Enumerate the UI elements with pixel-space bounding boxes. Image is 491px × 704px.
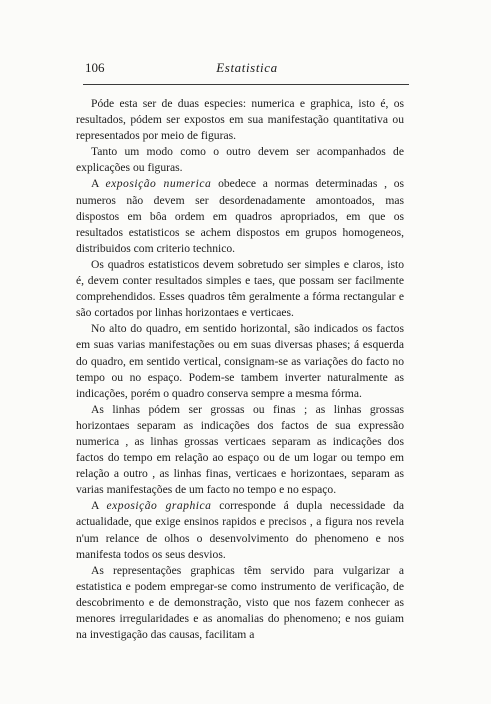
body-text bbox=[76, 96, 404, 643]
paragraph-lead: A bbox=[91, 177, 106, 191]
paragraph bbox=[76, 498, 404, 562]
paragraph: Tanto um modo como o outro devem ser acompanhados de explicações ou figuras. bbox=[76, 145, 404, 175]
paragraph: No alto do quadro, em sentido horizontal, são indicados os factos em suas varias manifestações ou em suas diversas phases; á esquerda do quadro, em sentido vertical, consignam-se as variações do facto no tempo ou no espaço. Podem-se tambem inverter naturalmente as indicações, porém o quadro conserva sempre a mesma fórma. bbox=[76, 322, 404, 400]
emphasized-term: exposição numerica bbox=[105, 177, 212, 191]
paragraph-lead: A bbox=[91, 499, 107, 513]
paragraph-rest: obedece a normas determinadas , os numeros não devem ser desordenadamente amontoados, mas dispostos em bôa ordem em quadros apropriados, em que os resultados estatisticos se achem dispostos em grupos homogeneos, distribuidos com criterio technico. bbox=[76, 177, 405, 255]
paragraph: Póde esta ser de duas especies: numerica e graphica, isto é, os resultados, pódem ser expostos em sua manifestação quantitativa ou representados por meio de figuras. bbox=[76, 97, 404, 143]
paragraph: Os quadros estatisticos devem sobretudo ser simples e claros, isto é, devem conter resultados simples e taes, que possam ser facilmente comprehendidos. Esses quadros têm geralmente a fórma rectangular e são cortados por linhas horizontaes e verticaes. bbox=[76, 257, 404, 320]
page-header bbox=[85, 58, 409, 78]
paragraph bbox=[76, 176, 404, 256]
paragraph: As representações graphicas têm servido para vulgarizar a estatistica e podem empregar-se como instrumento de verificação, de descobrimento e de demonstração, visto que nos fazem conhecer as menores irregularidades e as anomalias do phenomeno; e nos guiam na investigação das causas, facilitam a bbox=[76, 563, 404, 642]
paragraph: As linhas pódem ser grossas ou finas ; as linhas grossas horizontaes separam as indicações dos factos de sua expressão numerica , as linhas grossas verticaes separam as indicações dos factos do tempo em relação ao espaço ou de um logar ou tempo em relação a outro , as linhas finas, verticaes e horizontaes, separam as varias manifestações de um facto no tempo e no espaço. bbox=[76, 402, 404, 497]
header-rule bbox=[83, 84, 409, 85]
running-title: Estatistica bbox=[216, 60, 278, 75]
paragraph-rest: corresponde á dupla necessidade da actualidade, que exige ensinos rapidos e precisos , a figura nos revela n'um relance de olhos o desenvolvimento do phenomeno e nos manifesta todos os seus desvios. bbox=[76, 499, 405, 561]
page-number: 106 bbox=[85, 60, 105, 75]
emphasized-term: exposição graphica bbox=[106, 499, 212, 513]
